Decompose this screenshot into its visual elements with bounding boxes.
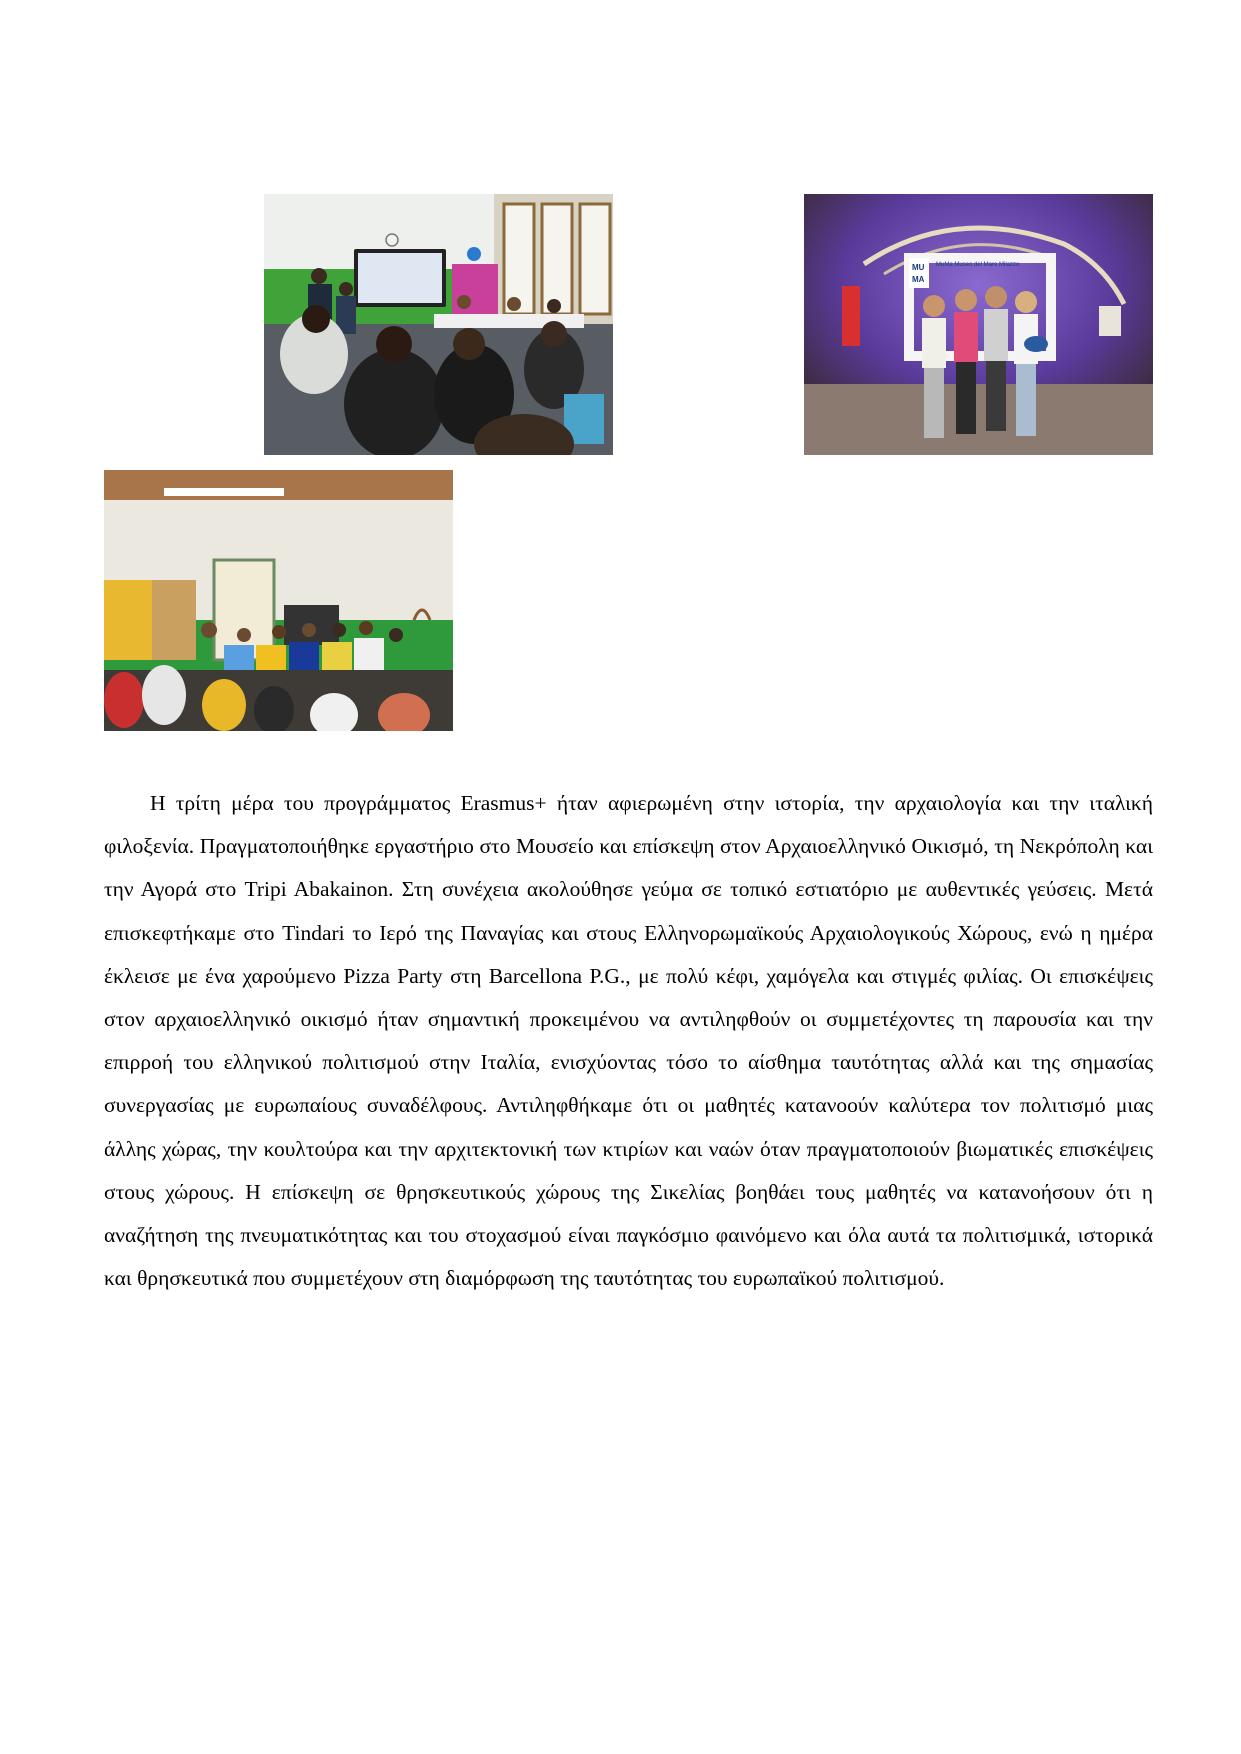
classroom-presentation-photo: [264, 194, 613, 455]
body-paragraph: Η τρίτη μέρα του προγράμματος Erasmus+ ήταν αφιερωμένη στην ιστορία, την αρχαιολογία και την ιταλική φιλοξενία. Πραγματοποιήθηκε εργαστήριο στο Μουσείο και επίσκεψη στον Αρχαιοελληνικό Οικισμό, τη Νεκρόπολη και την Αγορά στο Tripi Abakainon. Στη συνέχεια ακολούθησε γεύμα σε τοπικό εστιατόριο με αυθεντικές γεύσεις. Μετά επισκεφτήκαμε στο Tindari το Ιερό της Παναγίας και στους Ελληνορωμαϊκούς Αρχαιολογικούς Χώρους, ενώ η ημέρα έκλεισε με ένα χαρούμενο Pizza Party στη Barcellona P.G., με πολύ κέφι, χαμόγελα και στιγμές φιλίας. Οι επισκέψεις στον αρχαιοελληνικό οικισμό ήταν σημαντική προκειμένου να αντιληφθούν οι συμμετέχοντες τη παρουσία και την επιρροή του ελληνικού πολιτισμού στην Ιταλία, ενισχύοντας τόσο το αίσθημα ταυτότητας αλλά και της σημασίας συνεργασίας με ευρωπαίους συναδέλφους. Αντιληφθήκαμε ότι οι μαθητές κατανοούν καλύτερα τον πολιτισμό μιας άλλης χώρας, την κουλτούρα και την αρχιτεκτονική των κτιρίων και ναών όταν πραγματοποιούν βιωματικές επισκέψεις στους χώρους. Η επίσκεψη σε θρησκευτικούς χώρους της Σικελίας βοηθάει τους μαθητές να κατανοήσουν ότι η αναζήτηση της πνευματικότητας και του στοχασμού είναι παγκόσμιο φαινόμενο και όλα αυτά τα πολιτισμικά, ιστορικά και θρησκευτικά που συμμετέχουν στη διαμόρφωση της ταυτότητας του ευρωπαϊκού πολιτισμού.: [104, 791, 1153, 1291]
museum-frame-sign: MuMa Museo del Mare Milazzo: [936, 262, 1020, 268]
museum-logo-text-1: MU: [912, 263, 925, 272]
flags-photo-illustration: [104, 470, 453, 731]
classroom-photo-illustration: [264, 194, 613, 455]
museum-photo-illustration: [804, 194, 1153, 455]
flags-presentation-photo: [104, 470, 453, 731]
museum-logo-text-2: MA: [912, 275, 925, 284]
museum-photo-frame-photo: [804, 194, 1153, 455]
